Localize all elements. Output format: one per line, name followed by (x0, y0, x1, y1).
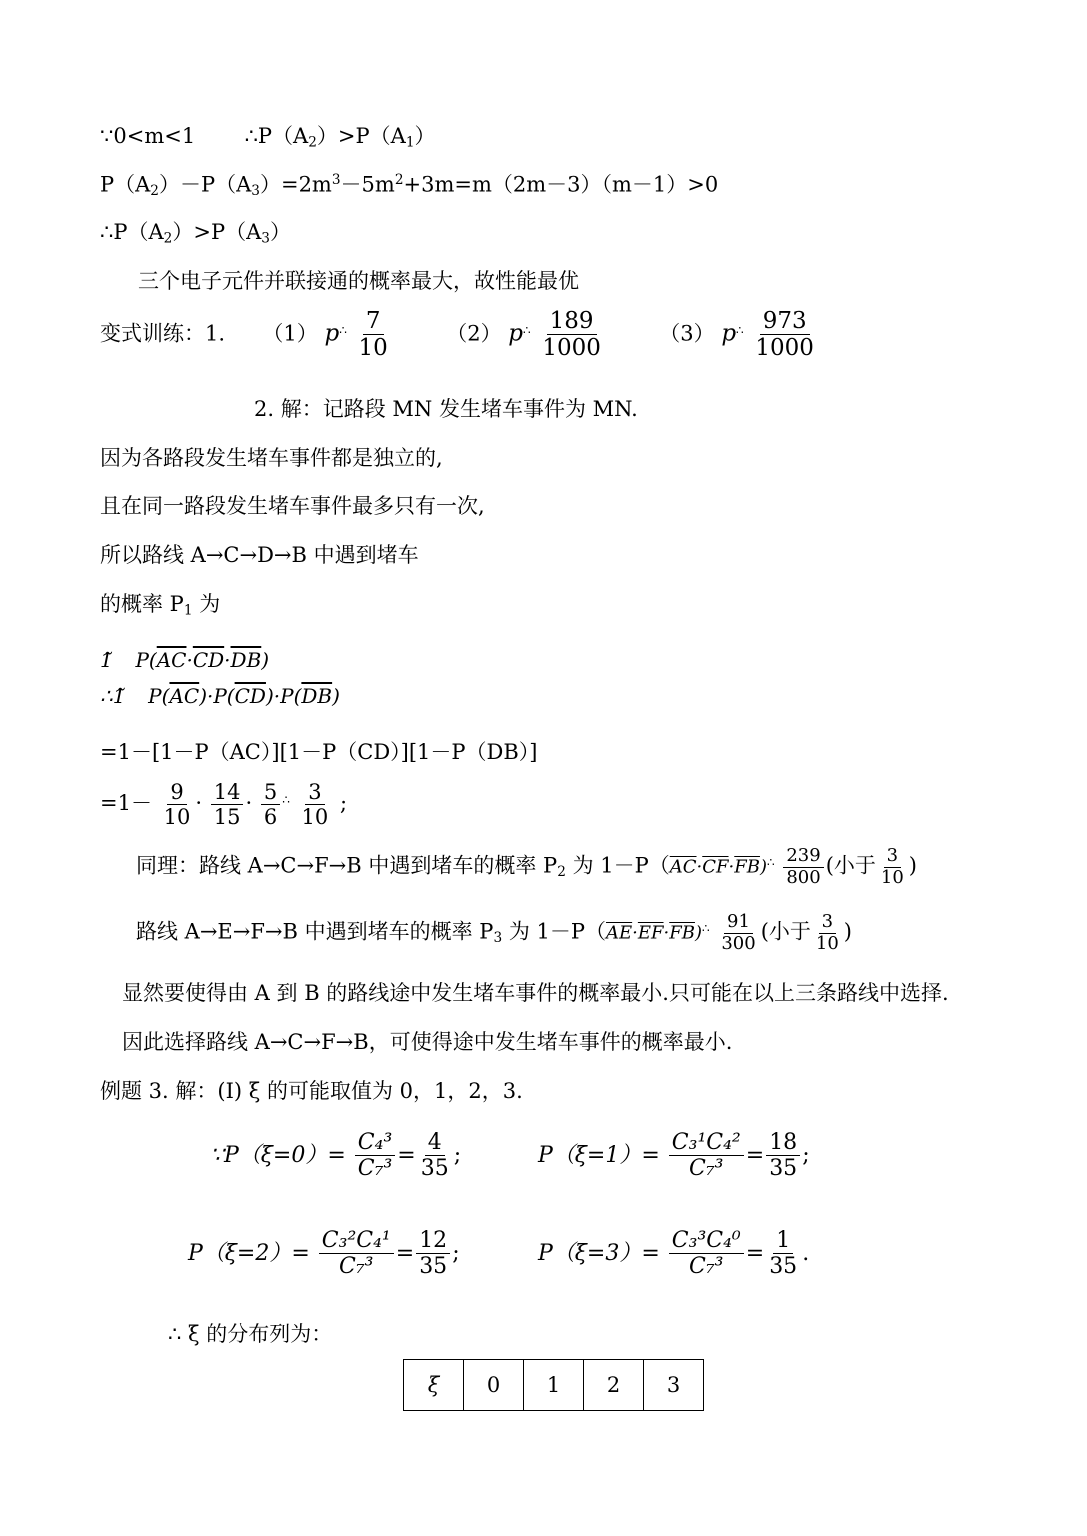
t: = (397, 1142, 416, 1168)
eq-1 (538, 1130, 810, 1182)
t: )·P( (199, 684, 235, 708)
t: $\overline{AC}$ (169, 684, 200, 708)
t: . (802, 1240, 810, 1266)
fraction (813, 912, 842, 954)
t: ; (453, 1142, 462, 1168)
t: （2） (446, 321, 502, 346)
t: 1 (405, 134, 415, 151)
line-6: 2. 解：记路段 MN 发生堵车事件为 MN. (254, 397, 638, 421)
t: 10 (301, 805, 329, 830)
t: P（ξ=3）= (538, 1240, 660, 1266)
t: = (745, 1240, 765, 1266)
t: 300 (721, 932, 756, 954)
t: ∵0<m<1 (100, 124, 196, 148)
t: ) (694, 922, 702, 944)
t: 1000 (542, 335, 601, 362)
line-3 (100, 220, 291, 247)
distribution-table (403, 1359, 704, 1411)
fraction (718, 912, 758, 954)
t: ） (269, 220, 291, 244)
t: 3 (331, 172, 341, 188)
t: ∴1̃ (100, 684, 126, 708)
t: 973 (760, 308, 810, 335)
t: P（ξ=2）= (188, 1240, 310, 1266)
t: (小于 (760, 919, 811, 944)
fraction (539, 308, 604, 362)
eq-3 (538, 1228, 809, 1280)
t: 18 (766, 1130, 800, 1156)
t: $\overline{FB}$ (734, 856, 760, 878)
var-p: p (508, 320, 523, 347)
t: 15 (213, 805, 241, 830)
table-cell: 2 (584, 1360, 644, 1411)
t: ) (332, 684, 340, 708)
t: C₃³C₄⁰ (669, 1228, 744, 1254)
t: ∴P（A (244, 124, 309, 148)
t: ∵P（ξ=0）= (210, 1142, 346, 1168)
t: 10 (358, 335, 388, 362)
line-15: 同理：路线 A→C→F→B 中遇到堵车的概率 $P_2$ 为 $1-P(\overline{AC}\cdot\overline{CF}\cdot\overline{FB})^\therefore$ $\frac{239}{800}$ (小于 $\frac{3}{10}$ ) (136, 845, 917, 888)
t: ∴ (339, 323, 347, 338)
fraction (752, 308, 817, 362)
t: ; (452, 1240, 460, 1266)
t: 为 (199, 592, 221, 616)
line-17: 显然要使得由 A 到 B 的路线途中发生堵车事件的概率最小.只可能在以上三条路线中选择. (122, 981, 949, 1005)
line-14: =1－ $\frac{9}{10}$ · $\frac{14}{15}$ · $\frac{5}{6}$ ∴ $\frac{3}{10}$ ; (100, 780, 348, 830)
t: 3 (305, 780, 324, 805)
t: ∴P（A (100, 220, 164, 244)
t: ）>P（A (172, 220, 262, 244)
line-4: 三个电子元件并联接通的概率最大，故性能最优 (138, 269, 579, 293)
t: 800 (786, 866, 821, 888)
fraction (669, 1228, 744, 1280)
t: 3 (819, 912, 836, 934)
line-11 (100, 648, 269, 672)
t: ∴ (523, 323, 531, 338)
t: ∴ (702, 921, 710, 936)
t: （1） (262, 321, 318, 346)
t: （3） (659, 321, 715, 346)
line-13: =1－[1－P（AC）][1－P（CD）][1－P（DB）] (100, 740, 538, 764)
t: $\overline{EF}$ (637, 922, 664, 944)
t: $\overline{AC}$ (156, 648, 187, 672)
line-12 (100, 684, 340, 708)
line-16: 路线 A→E→F→B 中遇到堵车的概率 $P_3$ 为 $1-P(\overline{AE}\cdot\overline{EF}\cdot\overline{FB})^\therefore$ $\frac{91}{300}$ (小于 $\frac{3}{10}$ ) (136, 911, 852, 954)
t: 1 (183, 602, 193, 619)
t: 3 (261, 230, 270, 247)
fraction (355, 1130, 395, 1182)
line-2 (100, 172, 718, 199)
t: 7 (363, 308, 384, 335)
t: C₇³ (689, 1254, 724, 1280)
t: 35 (769, 1254, 798, 1280)
t: 2 (150, 182, 159, 199)
fraction (766, 1228, 800, 1280)
t: 3 (493, 930, 503, 947)
t: 10 (815, 932, 839, 954)
t: =1－ (100, 791, 152, 816)
t: ; (802, 1142, 810, 1168)
t: 路线 A→E→F→B 中遇到堵车的概率 P (136, 919, 494, 944)
t: 2 (557, 864, 566, 881)
t: = (395, 1240, 415, 1266)
t: 5 (261, 780, 280, 805)
table-cell: 1 (524, 1360, 584, 1411)
t: 同理：路线 A→C→F→B 中遇到堵车的概率 P (136, 853, 558, 878)
t: ) (261, 648, 270, 672)
t: C₇³ (689, 1156, 724, 1182)
t: ) (843, 919, 852, 944)
t: ∴ (767, 855, 775, 870)
t: －5m (340, 172, 395, 197)
t: 12 (416, 1228, 450, 1254)
t: 239 (783, 846, 823, 868)
fraction (299, 780, 332, 829)
t: 91 (724, 912, 753, 934)
fraction (416, 1228, 450, 1280)
t: $\overline{CF}$ (702, 856, 729, 878)
t: C₇³ (357, 1156, 393, 1182)
t: $\overline{DB}$ (230, 648, 262, 672)
t: 的概率 P (100, 592, 184, 616)
t: 1 (773, 1228, 793, 1254)
fraction (878, 846, 907, 888)
fraction (261, 780, 280, 829)
t: )·P( (265, 684, 302, 708)
t: 10 (163, 805, 191, 830)
t: ）=2m (259, 172, 332, 197)
fraction (211, 780, 244, 829)
line-9: 所以路线 A→C→D→B 中遇到堵车 (100, 543, 419, 567)
t: $\overline{CD}$ (234, 684, 266, 708)
t: 为 1－P（ (508, 919, 606, 944)
table-row (404, 1360, 704, 1411)
t: 为 1－P（ (572, 853, 670, 878)
t: · (186, 648, 193, 672)
line-19: 例题 3. 解：(I) ξ 的可能取值为 0，1，2，3. (100, 1079, 523, 1103)
t: 35 (419, 1254, 448, 1280)
t: P( (148, 684, 170, 708)
table-cell: ξ (404, 1360, 464, 1411)
fraction (319, 1228, 394, 1280)
t: ） (414, 124, 436, 148)
line-5 (100, 308, 819, 362)
t: 2 (308, 134, 317, 151)
t: $\overline{CD}$ (192, 648, 225, 672)
line-7: 因为各路段发生堵车事件都是独立的, (100, 446, 443, 470)
line-1 (100, 124, 436, 151)
t: ∴ (282, 793, 290, 808)
t: $\overline{AC}$ (669, 856, 697, 878)
t: 变式训练：1. (100, 321, 226, 346)
var-p: p (324, 320, 340, 347)
t: C₃²C₄¹ (319, 1228, 394, 1254)
t: $\overline{DB}$ (301, 684, 333, 708)
t: ) (759, 856, 767, 878)
fraction (356, 308, 391, 362)
t: ; (339, 791, 348, 816)
t: $\overline{FB}$ (669, 922, 695, 944)
t: +3m=m（2m－3）（m－1）>0 (403, 172, 719, 197)
t: P（A (100, 172, 151, 197)
t: · (224, 648, 231, 672)
fraction (766, 1130, 800, 1182)
var-p: p (721, 320, 737, 347)
t: 4 (425, 1130, 445, 1156)
table-cell: 3 (644, 1360, 704, 1411)
t: 2 (394, 172, 404, 188)
t: C₇³ (339, 1254, 374, 1280)
line-8: 且在同一路段发生堵车事件最多只有一次, (100, 494, 485, 518)
t: ) (908, 853, 917, 878)
t: 189 (547, 308, 597, 335)
t: 3 (884, 846, 901, 868)
t: 2 (163, 230, 173, 247)
eq-0 (210, 1130, 461, 1182)
t: P( (135, 648, 157, 672)
t: 6 (263, 805, 278, 830)
fraction (669, 1130, 744, 1182)
eq-2 (188, 1228, 460, 1280)
t: ∴ (736, 323, 744, 338)
line-10 (100, 592, 220, 619)
t: (小于 (825, 853, 876, 878)
t: P（ξ=1）= (538, 1142, 660, 1168)
t: ）－P（A (158, 172, 252, 197)
t: 14 (211, 780, 244, 805)
t: 9 (167, 780, 186, 805)
t: 1̃ (100, 648, 113, 672)
t: $\overline{AE}$ (606, 922, 633, 944)
t: 35 (420, 1156, 449, 1182)
fraction (161, 780, 194, 829)
t: ）>P（A (316, 124, 406, 148)
line-18: 因此选择路线 A→C→F→B，可使得途中发生堵车事件的概率最小. (122, 1030, 733, 1054)
t: 1000 (755, 335, 814, 362)
t: 3 (251, 182, 260, 199)
fraction (783, 846, 823, 888)
t: C₄³ (355, 1130, 395, 1156)
line-20: ∴ ξ 的分布列为： (168, 1322, 333, 1346)
table-cell: 0 (464, 1360, 524, 1411)
t: = (745, 1142, 765, 1168)
t: 10 (880, 866, 904, 888)
t: 35 (769, 1156, 798, 1182)
t: C₃¹C₄² (669, 1130, 744, 1156)
fraction (418, 1130, 452, 1182)
